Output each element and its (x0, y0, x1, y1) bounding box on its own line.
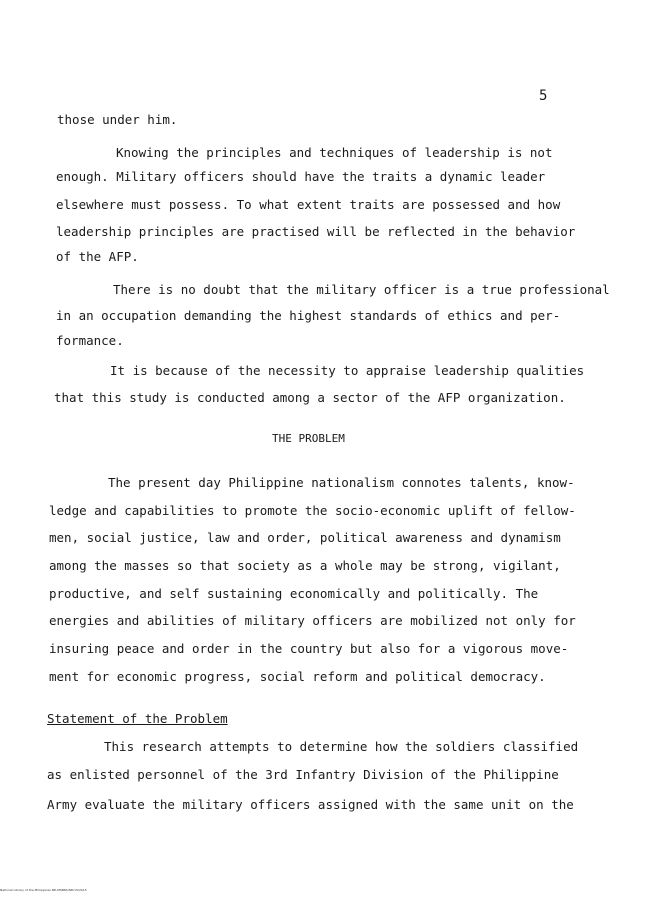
text-line: This research attempts to determine how the soldiers classified (104, 739, 579, 754)
text-line: ledge and capabilities to promote the socio-economic uplift of fellow- (49, 503, 576, 518)
text-line: It is because of the necessity to appraise leadership qualities (110, 363, 585, 378)
text-line: elsewhere must possess. To what extent traits are possessed and how (56, 197, 561, 212)
text-line: of the AFP. (56, 249, 139, 264)
text-line: men, social justice, law and order, political awareness and dynamism (49, 530, 561, 545)
text-line: insuring peace and order in the country but also for a vigorous move- (49, 641, 569, 656)
text-line: ment for economic progress, social reform and political democracy. (49, 669, 546, 684)
text-line: energies and abilities of military officers are mobilized not only for (49, 613, 576, 628)
text-line: that this study is conducted among a sector of the AFP organization. (54, 390, 566, 405)
text-line: Army evaluate the military officers assigned with the same unit on the (47, 797, 574, 812)
text-line: Knowing the principles and techniques of leadership is not (116, 145, 553, 160)
text-line: formance. (56, 333, 124, 348)
text-line: among the masses so that society as a whole may be strong, vigilant, (49, 558, 561, 573)
archive-footer-note: National Library of the Philippines ND-MSBPA/ND/15/2015 (0, 888, 87, 892)
text-line: leadership principles are practised will be reflected in the behavior (56, 224, 576, 239)
page-number: 5 (539, 88, 548, 104)
section-heading: THE PROBLEM (272, 432, 345, 445)
section-subheading: Statement of the Problem (47, 711, 228, 726)
text-line: There is no doubt that the military officer is a true professional (113, 282, 610, 297)
text-line: The present day Philippine nationalism connotes talents, know- (108, 475, 575, 490)
text-line: productive, and self sustaining economically and politically. The (49, 586, 539, 601)
text-line: as enlisted personnel of the 3rd Infantry Division of the Philippine (47, 767, 559, 782)
text-line: in an occupation demanding the highest standards of ethics and per- (56, 308, 561, 323)
text-line: those under him. (57, 112, 178, 127)
text-line: enough. Military officers should have the traits a dynamic leader (56, 169, 546, 184)
